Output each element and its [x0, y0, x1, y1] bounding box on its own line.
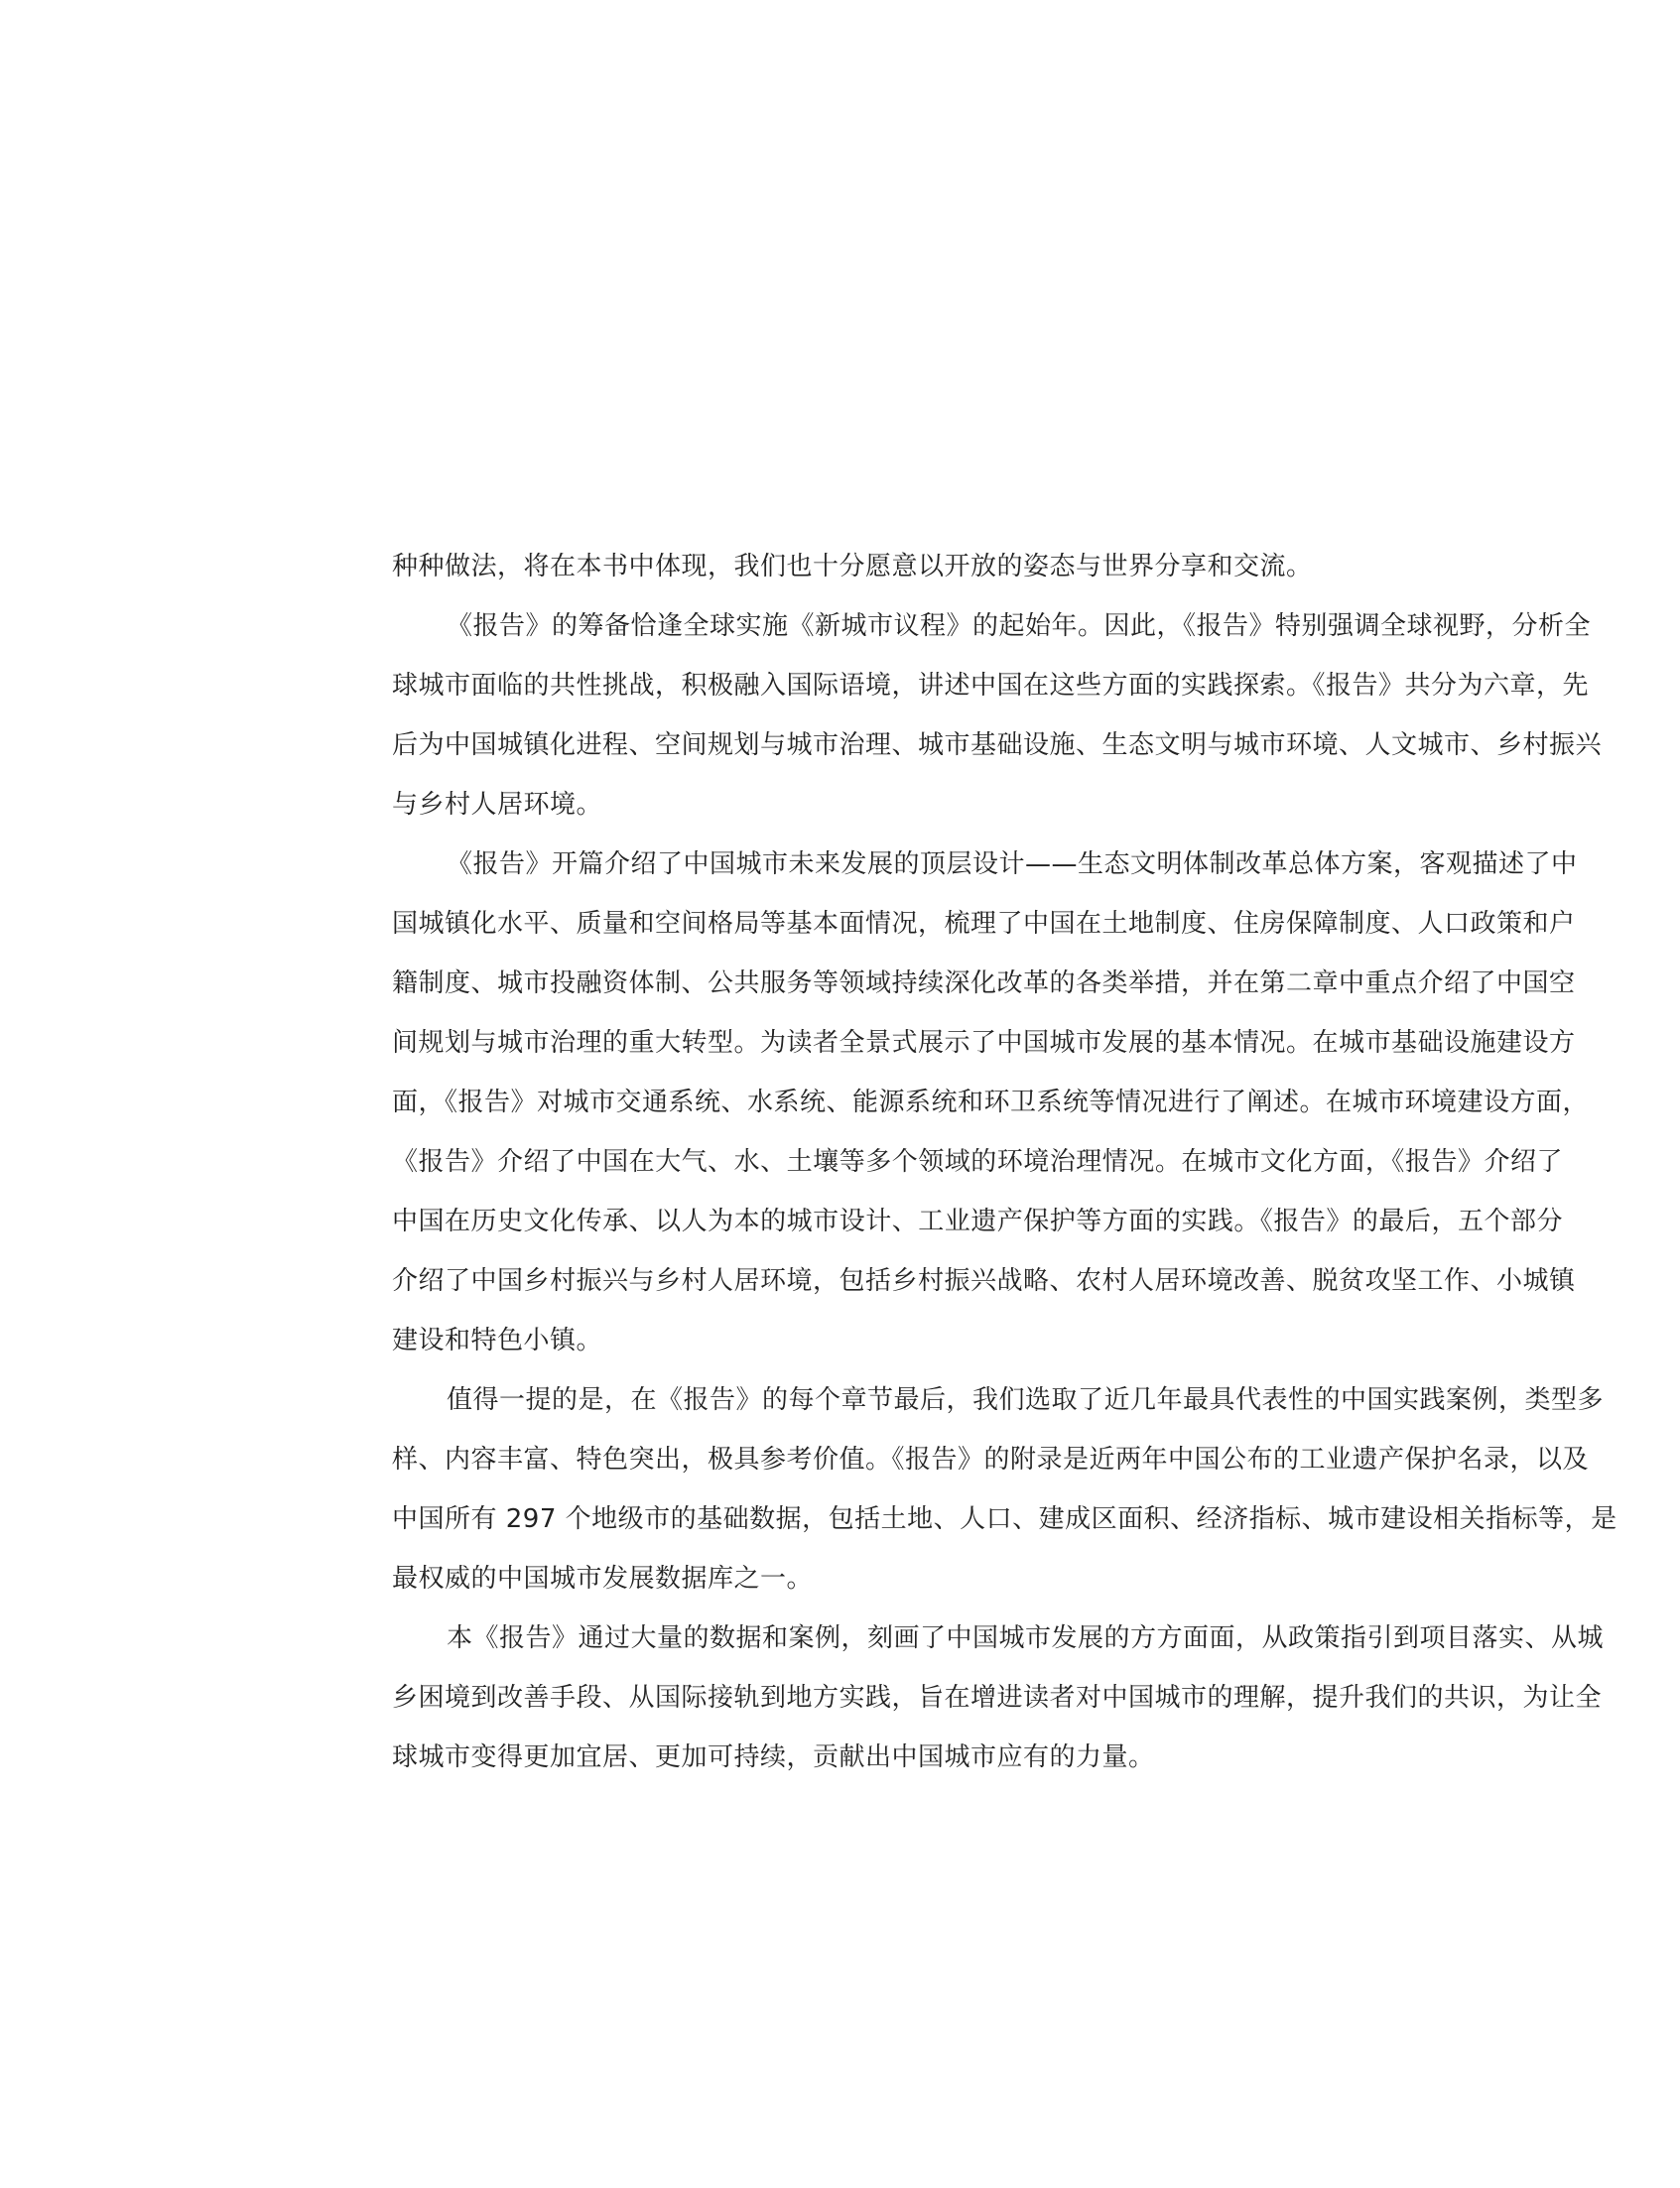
- text-line: 《报告》开篇介绍了中国城市未来发展的顶层设计——生态文明体制改革总体方案，客观描述了中: [447, 849, 1578, 879]
- text-line: 乡困境到改善手段、从国际接轨到地方实践，旨在增进读者对中国城市的理解，提升我们的共识，为让全: [392, 1683, 1603, 1713]
- text-line: 《报告》介绍了中国在大气、水、土壤等多个领域的环境治理情况。在城市文化方面，《报告》介绍了: [392, 1147, 1563, 1177]
- text-line: 最权威的中国城市发展数据库之一。: [392, 1564, 814, 1594]
- text-line: 本《报告》通过大量的数据和案例，刻画了中国城市发展的方方面面，从政策指引到项目落实、从城: [447, 1623, 1605, 1653]
- document-page: [392, 549, 1617, 1799]
- paragraph-4: [392, 1382, 1617, 1597]
- text-line: 国城镇化水平、质量和空间格局等基本面情况，梳理了中国在土地制度、住房保障制度、人口政策和户: [392, 909, 1576, 939]
- paragraph-5: [392, 1620, 1605, 1775]
- text-line: 建设和特色小镇。: [392, 1326, 603, 1355]
- text-line: 球城市面临的共性挑战，积极融入国际语境，讲述中国在这些方面的实践探索。《报告》共分为六章，先: [392, 671, 1590, 701]
- text-line: 样、内容丰富、特色突出，极具参考价值。《报告》的附录是近两年中国公布的工业遗产保护名录，以及: [392, 1445, 1590, 1475]
- text-line: 球城市变得更加宜居、更加可持续，贡献出中国城市应有的力量。: [392, 1742, 1155, 1772]
- text-line: 中国在历史文化传承、以人为本的城市设计、工业遗产保护等方面的实践。《报告》的最后，五个部分: [392, 1207, 1563, 1236]
- text-line: 与乡村人居环境。: [392, 790, 603, 820]
- text-line: 面，《报告》对城市交通系统、水系统、能源系统和环卫系统等情况进行了阐述。在城市环境建设方面，: [392, 1088, 1590, 1117]
- paragraph-3: [392, 846, 1590, 1358]
- paragraph-1: [392, 549, 1563, 584]
- text-line: 间规划与城市治理的重大转型。为读者全景式展示了中国城市发展的基本情况。在城市基础设施建设方: [392, 1028, 1576, 1058]
- text-line: 《报告》的筹备恰逢全球实施《新城市议程》的起始年。因此，《报告》特别强调全球视野，分析全: [447, 611, 1592, 641]
- text-line: 介绍了中国乡村振兴与乡村人居环境，包括乡村振兴战略、农村人居环境改善、脱贫攻坚工作、小城镇: [392, 1266, 1576, 1296]
- text-line: 后为中国城镇化进程、空间规划与城市治理、城市基础设施、生态文明与城市环境、人文城市、乡村振兴: [392, 730, 1603, 760]
- text-line: 值得一提的是，在《报告》的每个章节最后，我们选取了近几年最具代表性的中国实践案例，类型多: [447, 1385, 1605, 1415]
- paragraph-2: [392, 608, 1603, 823]
- text-line: 中国所有 297 个地级市的基础数据，包括土地、人口、建成区面积、经济指标、城市建设相关指标等，是: [392, 1504, 1617, 1534]
- text-line: 种种做法，将在本书中体现，我们也十分愿意以开放的姿态与世界分享和交流。: [392, 552, 1313, 581]
- text-line: 籍制度、城市投融资体制、公共服务等领域持续深化改革的各类举措，并在第二章中重点介绍了中国空: [392, 968, 1576, 998]
